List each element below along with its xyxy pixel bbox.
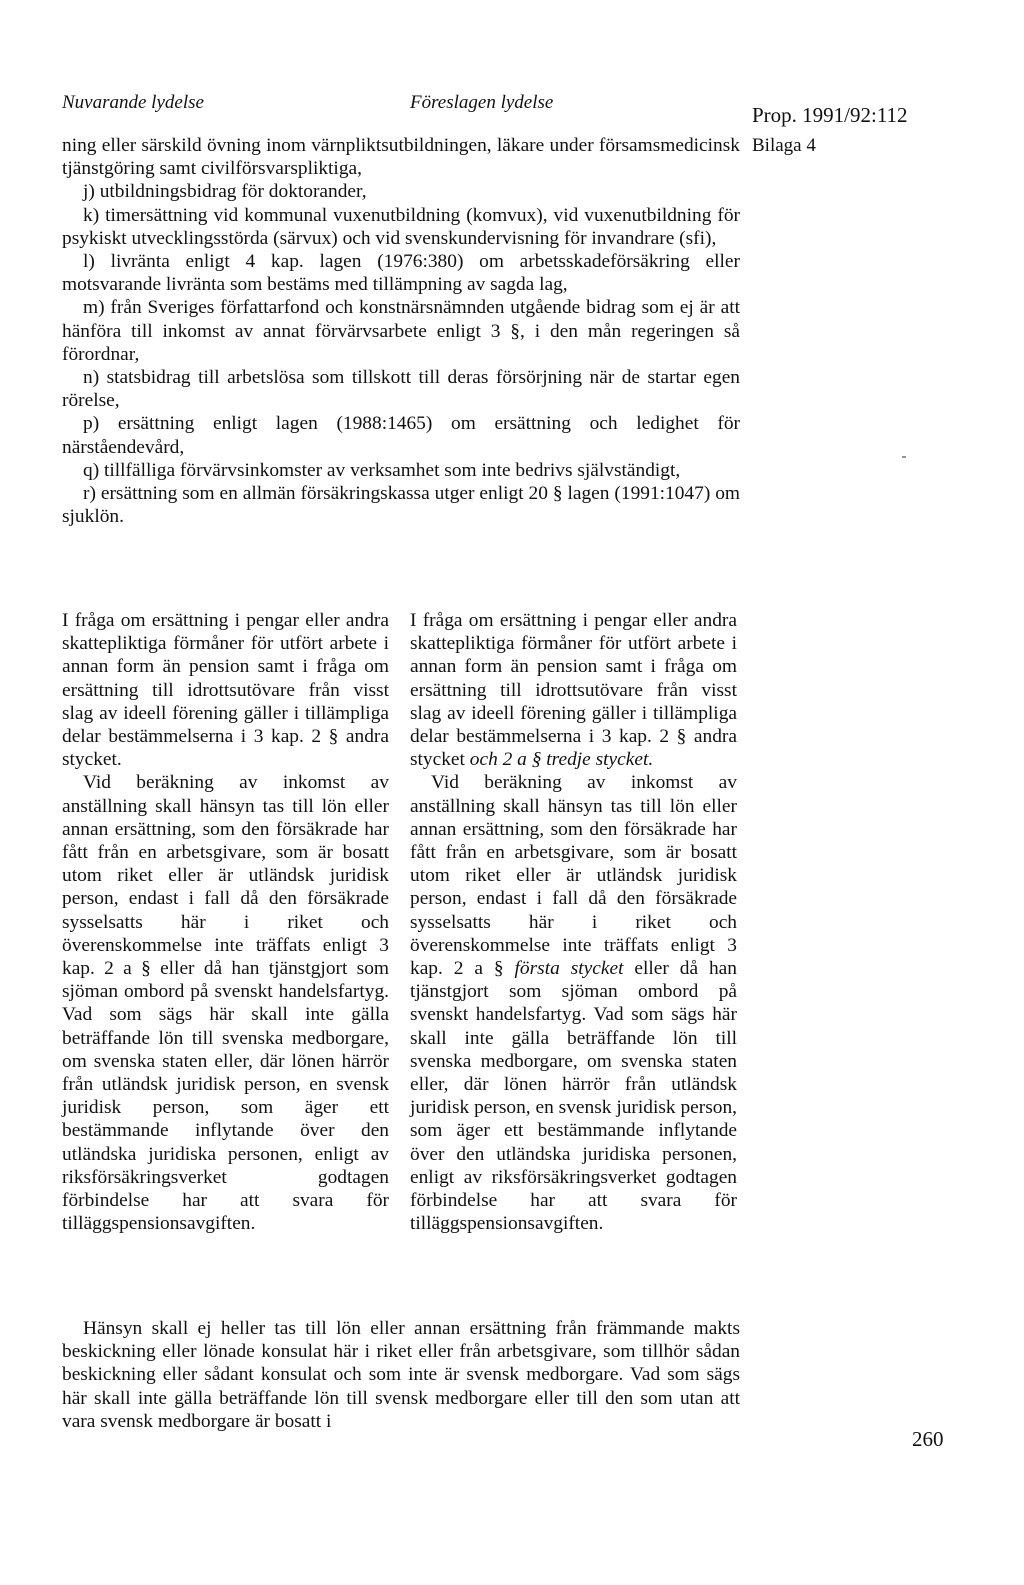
full-width-text bbox=[62, 134, 740, 528]
list-item-r: r) ersättning som en allmän försäkringskassa utger enligt 20 § lagen (1991:1047) om sjuklön. bbox=[62, 483, 740, 528]
right-paragraph-2 bbox=[410, 771, 737, 1235]
left-paragraph-1: I fråga om ersättning i pengar eller andra skattepliktiga förmåner för utfört arbete i annan form än pension samt i fråga om ersättning till idrottsutövare från visst slag av ideell förening gäller i tillämpliga delar bestämmelserna i 3 kap. 2 § andra stycket. bbox=[62, 610, 389, 771]
left-paragraph-2: Vid beräkning av inkomst av anställning skall hänsyn tas till lön eller annan ersättning, som den försäkrade har fått från en arbetsgivare, som är bosatt utom riket eller är utländsk juridisk person, endast i fall då den försäkrade sysselsatts här i riket och överenskommelse inte träffats enligt 3 kap. 2 a § eller då han tjänstgjort som sjöman ombord på svenskt handelsfartyg. Vad som sägs här skall inte gälla beträffande lön till svenska medborgare, om svenska staten eller, där lönen härrör från utländsk juridisk person, en svensk juridisk person, som äger ett bestämmande inflytande över den utländska juridiska personen, enligt av riksförsäkringsverket godtagen förbindelse har att svara för tilläggspensionsavgiften. bbox=[62, 772, 389, 1235]
right-paragraph-1 bbox=[410, 609, 737, 771]
header-proposed-wording: Föreslagen lydelse bbox=[410, 92, 554, 113]
list-item-j: j) utbildningsbidrag för doktorander, bbox=[83, 181, 367, 203]
list-item-l: l) livränta enligt 4 kap. lagen (1976:380) om arbetsskadeförsäkring eller motsvarande livränta som bestäms med tillämpning av sagda lag, bbox=[62, 251, 740, 296]
appendix-label: Bilaga 4 bbox=[752, 135, 816, 156]
list-item-q: q) tillfälliga förvärvsinkomster av verksamhet som inte bedrivs självständigt, bbox=[83, 459, 681, 481]
bottom-paragraph: Hänsyn skall ej heller tas till lön eller annan ersättning från främmande makts beskickning eller lönade konsulat här i riket eller från arbetsgivare, som tillhör sådan beskickning eller sådant konsulat och som inte är svensk medborgare. Vad som sägs här skall inte gälla beträffande lön till svensk medborgare eller till den som utan att vara svensk medborgare är bosatt i bbox=[62, 1318, 740, 1432]
paragraph-continued: ning eller särskild övning inom värnpliktsutbildningen, läkare under församsmedicinsk tjänstgöring samt civilförsvarspliktiga, bbox=[62, 135, 740, 180]
header-current-wording: Nuvarande lydelse bbox=[62, 92, 204, 113]
scan-speck bbox=[902, 456, 906, 458]
right-p2-amendment: första stycket bbox=[514, 958, 624, 980]
list-item-m: m) från Sveriges författarfond och konstnärsnämnden utgående bidrag som ej är att hänföra till inkomst av annat förvärvsarbete enligt 3 §, i den mån regeringen så förordnar, bbox=[62, 297, 740, 365]
column-current-wording bbox=[62, 609, 389, 1235]
right-p1-text: I fråga om ersättning i pengar eller andra skattepliktiga förmåner för utfört arbete i annan form än pension samt i fråga om ersättning till idrottsutövare från visst slag av ideell förening gäller i tillämpliga delar bestämmelserna i 3 kap. 2 § andra stycket bbox=[410, 610, 737, 771]
proposition-reference: Prop. 1991/92:112 bbox=[752, 103, 908, 127]
list-item-n: n) statsbidrag till arbetslösa som tillskott till deras försörjning när de startar egen rörelse, bbox=[62, 367, 740, 412]
right-p2-text-a: Vid beräkning av inkomst av anställning skall hänsyn tas till lön eller annan ersättning, som den försäkrade har fått från en arbetsgivare, som är bosatt utom riket eller är utländsk juridisk person, endast i fall då den försäkrade sysselsatts här i riket och överenskommelse inte träffats enligt 3 kap. 2 a § bbox=[410, 772, 737, 980]
column-proposed-wording bbox=[410, 609, 737, 1235]
list-item-p: p) ersättning enligt lagen (1988:1465) om ersättning och ledighet för närståendevård, bbox=[62, 413, 740, 458]
list-item-k: k) timersättning vid kommunal vuxenutbildning (komvux), vid vuxenutbildning för psykiskt utvecklingsstörda (särvux) och vid svenskundervisning för invandrare (sfi), bbox=[62, 204, 740, 249]
page-number: 260 bbox=[912, 1427, 944, 1451]
bottom-full-width-text bbox=[62, 1317, 740, 1433]
right-p2-text-b: eller då han tjänstgjort som sjöman ombord på svenskt handelsfartyg. Vad som sägs här skall inte gälla beträffande lön till svenska medborgare, om svenska staten eller, där lönen härrör från utländsk juridisk person, en svensk juridisk person, som äger ett bestämmande inflytande över den utländska juridiska personen, enligt av riksförsäkringsverket godtagen förbindelse har att svara för tilläggspensionsavgiften. bbox=[410, 958, 737, 1235]
right-p1-amendment: och 2 a § tredje stycket. bbox=[469, 749, 654, 771]
